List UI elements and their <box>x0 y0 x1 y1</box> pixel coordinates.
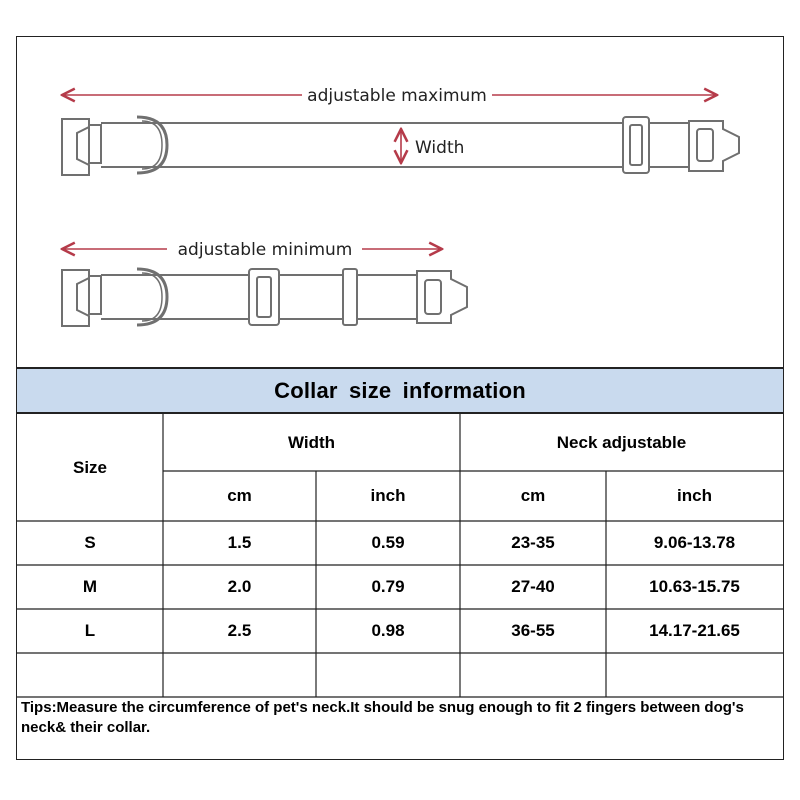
header-neck-inch: inch <box>677 486 712 505</box>
header-neck-cm: cm <box>520 486 546 505</box>
table-title: Collar size information <box>274 377 526 403</box>
row-s-width-inch: 0.59 <box>371 533 405 552</box>
row-l-width-cm: 2.5 <box>227 621 252 640</box>
row-s-size: S <box>84 533 96 552</box>
min-label: adjustable minimum <box>177 240 353 260</box>
max-label: adjustable maximum <box>307 86 487 106</box>
row-s-neck-cm: 23-35 <box>511 533 555 552</box>
row-l-width-inch: 0.98 <box>371 621 405 640</box>
row-l-neck-cm: 36-55 <box>511 621 555 640</box>
collar-diagram <box>17 37 783 367</box>
header-width-inch: inch <box>370 486 406 505</box>
row-s-width-cm: 1.5 <box>227 533 252 552</box>
collar-short <box>62 269 467 326</box>
width-label: Width <box>415 138 465 158</box>
row-m-width-inch: 0.79 <box>371 577 405 596</box>
row-s-neck-inch: 9.06-13.78 <box>653 533 736 552</box>
header-neck-adjustable: Neck adjustable <box>556 432 687 452</box>
header-width-cm: cm <box>227 486 252 505</box>
row-m-width-cm: 2.0 <box>227 577 252 596</box>
header-size: Size <box>72 457 108 477</box>
header-width: Width <box>287 432 336 452</box>
row-m-neck-cm: 27-40 <box>511 577 555 596</box>
table-title-bar <box>17 367 783 414</box>
row-l-size: L <box>84 621 96 640</box>
row-m-neck-inch: 10.63-15.75 <box>649 577 740 596</box>
tips-text: Tips:Measure the circumference of pet's neck.It should be snug enough to fit 2 fingers between dog's neck& their collar. <box>21 699 744 736</box>
row-l-neck-inch: 14.17-21.65 <box>649 621 740 640</box>
row-m-size: M <box>82 577 98 596</box>
